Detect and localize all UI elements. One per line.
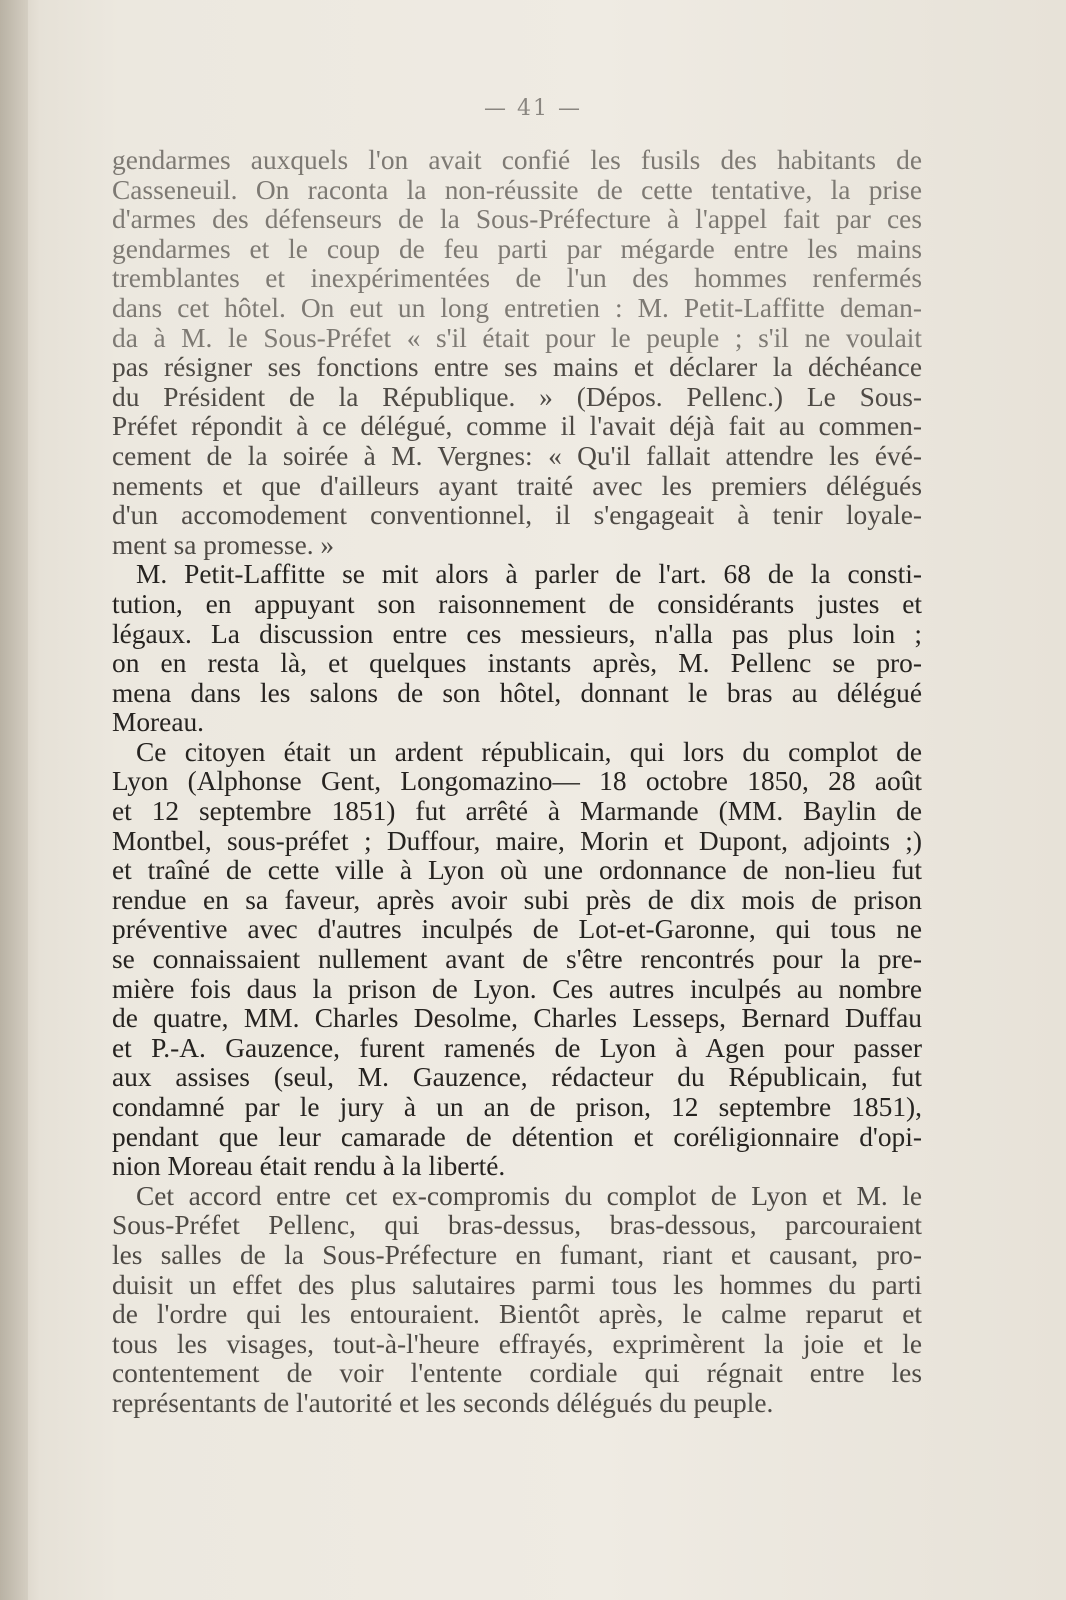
text-line: d'un accomodement conventionnel, il s'engageait à tenir loyale- xyxy=(112,501,922,531)
text-line: les salles de la Sous-Préfecture en fumant, riant et causant, pro- xyxy=(112,1240,922,1270)
text-line: pas résigner ses fonctions entre ses mains et déclarer la déchéance xyxy=(112,353,922,383)
text-line: nion Moreau était rendu à la liberté. xyxy=(112,1152,506,1182)
text-line: nements et que d'ailleurs ayant traité avec les premiers délégués xyxy=(112,471,922,501)
text-line: Montbel, sous-préfet ; Duffour, maire, Morin et Dupont, adjoints ;) xyxy=(112,826,922,856)
text-line: légaux. La discussion entre ces messieurs, n'alla pas plus loin ; xyxy=(112,619,922,649)
text-line: Ce citoyen était un ardent républicain, qui lors du complot de xyxy=(136,737,922,767)
text-line: aux assises (seul, M. Gauzence, rédacteur du Républicain, fut xyxy=(112,1063,922,1093)
text-line: d'armes des défenseurs de la Sous-Préfecture à l'appel fait par ces xyxy=(112,205,922,235)
text-line: Cet accord entre cet ex-compromis du complot de Lyon et M. le xyxy=(136,1181,922,1211)
text-line: Lyon (Alphonse Gent, Longomazino— 18 octobre 1850, 28 août xyxy=(112,767,922,797)
body-text xyxy=(112,146,922,1419)
text-line: Préfet répondit à ce délégué, comme il l'avait déjà fait au commen- xyxy=(112,412,922,442)
text-line: on en resta là, et quelques instants après, M. Pellenc se pro- xyxy=(112,649,922,679)
text-line: ment sa promesse. » xyxy=(112,530,335,560)
text-line: pendant que leur camarade de détention et coréligionnaire d'opi- xyxy=(112,1122,922,1152)
text-line: Moreau. xyxy=(112,708,205,738)
text-line: M. Petit-Laffitte se mit alors à parler de l'art. 68 de la consti- xyxy=(136,560,922,590)
text-line: mena dans les salons de son hôtel, donnant le bras au délégué xyxy=(112,678,922,708)
text-line: tution, en appuyant son raisonnement de considérants justes et xyxy=(112,589,922,619)
text-line: et P.-A. Gauzence, furent ramenés de Lyon à Agen pour passer xyxy=(112,1033,922,1063)
text-line: de l'ordre qui les entouraient. Bientôt après, le calme reparut et xyxy=(112,1300,922,1330)
text-line: gendarmes auxquels l'on avait confié les fusils des habitants de xyxy=(112,146,922,175)
text-line: tous les visages, tout-à-l'heure effrayés, exprimèrent la joie et le xyxy=(112,1329,922,1359)
text-line: de quatre, MM. Charles Desolme, Charles Lesseps, Bernard Duffau xyxy=(112,1004,922,1034)
text-line: du Président de la République. » (Dépos. Pellenc.) Le Sous- xyxy=(112,382,922,412)
text-line: Sous-Préfet Pellenc, qui bras-dessus, bras-dessous, parcouraient xyxy=(112,1211,922,1241)
text-line: dans cet hôtel. On eut un long entretien : M. Petit-Laffitte deman- xyxy=(112,293,922,323)
text-line: et 12 septembre 1851) fut arrêté à Marmande (MM. Baylin de xyxy=(112,797,922,827)
text-line: préventive avec d'autres inculpés de Lot-et-Garonne, qui tous ne xyxy=(112,915,922,945)
text-line: da à M. le Sous-Préfet « s'il était pour le peuple ; s'il ne voulait xyxy=(112,323,922,353)
text-line: tremblantes et inexpérimentées de l'un des hommes renfermés xyxy=(112,264,922,294)
text-line: mière fois daus la prison de Lyon. Ces autres inculpés au nombre xyxy=(112,974,922,1004)
text-line: représentants de l'autorité et les seconds délégués du peuple. xyxy=(112,1388,774,1418)
text-line: se connaissaient nullement avant de s'être rencontrés pour la pre- xyxy=(112,945,922,975)
text-line: duisit un effet des plus salutaires parmi tous les hommes du parti xyxy=(112,1270,922,1300)
text-line: et traîné de cette ville à Lyon où une ordonnance de non-lieu fut xyxy=(112,856,922,886)
text-line: Casseneuil. On raconta la non-réussite de cette tentative, la prise xyxy=(112,175,922,205)
text-line: condamné par le jury à un an de prison, 12 septembre 1851), xyxy=(112,1093,922,1122)
page-edge-shadow xyxy=(0,0,28,1600)
text-line: rendue en sa faveur, après avoir subi près de dix mois de prison xyxy=(112,885,922,915)
page-number: — 41 — xyxy=(484,96,582,121)
text-line: gendarmes et le coup de feu parti par mégarde entre les mains xyxy=(112,234,922,264)
text-line: cement de la soirée à M. Vergnes: « Qu'il fallait attendre les évé- xyxy=(112,441,922,471)
text-line: contentement de voir l'entente cordiale qui régnait entre les xyxy=(112,1359,922,1389)
